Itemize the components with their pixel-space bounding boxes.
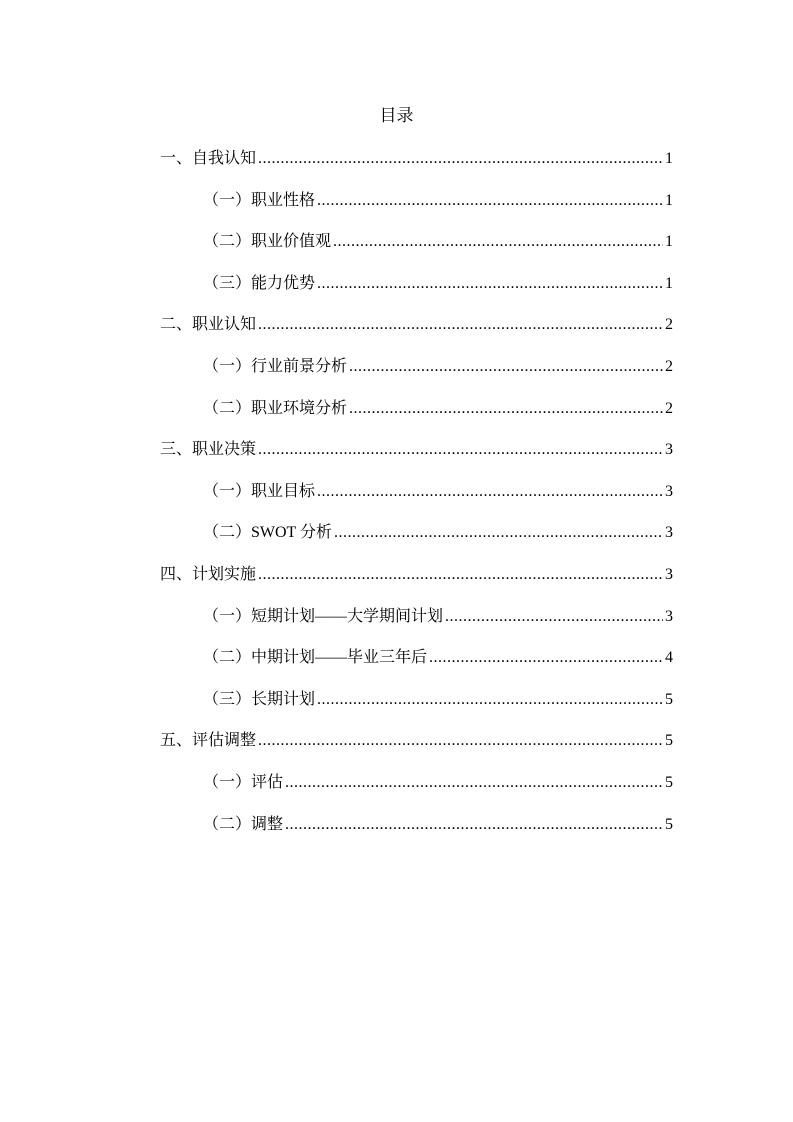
toc-page-number: 1: [665, 150, 673, 167]
dot-leader: [258, 313, 663, 337]
dot-leader: [429, 646, 663, 670]
toc-entry-label: （三）长期计划: [203, 690, 316, 708]
toc-entry[interactable]: [160, 729, 673, 771]
dot-leader: [317, 189, 663, 213]
toc-entry-label: 二、职业认知: [160, 316, 257, 334]
toc-entry-label: （一）短期计划——大学期间计划: [203, 607, 444, 625]
toc-entry[interactable]: [160, 272, 673, 314]
dot-leader: [258, 563, 663, 587]
toc-entry-label: （二）职业价值观: [203, 233, 332, 251]
toc-page-number: 3: [665, 482, 673, 500]
toc-entry[interactable]: [160, 189, 673, 231]
toc-entry-label: 五、评估调整: [160, 732, 257, 750]
toc-page-number: 1: [665, 274, 673, 292]
toc-page-number: 5: [665, 815, 673, 833]
toc-entry[interactable]: [160, 646, 673, 688]
toc-entry[interactable]: [160, 771, 673, 813]
toc-page-number: 3: [665, 565, 673, 583]
toc-entry-label: （二）中期计划——毕业三年后: [203, 649, 428, 667]
toc-page-number: 5: [665, 773, 673, 791]
dot-leader: [317, 480, 663, 504]
toc-entry[interactable]: [160, 605, 673, 647]
toc-entry[interactable]: [160, 813, 673, 855]
toc-page-number: 3: [665, 607, 673, 625]
toc-entry-label: （二）调整: [203, 815, 284, 833]
toc-page-number: 5: [665, 690, 673, 708]
dot-leader: [285, 771, 663, 795]
toc-entry[interactable]: [160, 397, 673, 439]
toc-entry[interactable]: [160, 438, 673, 480]
dot-leader: [349, 355, 663, 379]
toc-entry-label: （一）行业前景分析: [203, 357, 348, 375]
toc-entry[interactable]: [160, 480, 673, 522]
toc-entry[interactable]: [160, 563, 673, 605]
toc-entry-label: （一）职业目标: [203, 482, 316, 500]
dot-leader: [258, 729, 663, 753]
toc-page-number: 1: [665, 191, 673, 209]
toc-entry-label: 四、计划实施: [160, 565, 257, 583]
toc-page-number: 2: [665, 316, 673, 334]
toc-page-number: 4: [665, 649, 673, 667]
toc-entry-label: （一）职业性格: [203, 191, 316, 209]
toc-page-number: 3: [665, 441, 673, 459]
toc-entry[interactable]: [160, 355, 673, 397]
toc-entry-label: （二）SWOT 分析: [203, 524, 333, 542]
toc-page-number: 5: [665, 732, 673, 750]
toc-entry-label: 一、自我认知: [160, 150, 257, 167]
toc-entry[interactable]: [160, 230, 673, 272]
toc-title: 目录: [379, 106, 414, 125]
dot-leader: [334, 521, 663, 545]
dot-leader: [349, 397, 663, 421]
toc-list: [160, 147, 673, 854]
toc-page-number: 2: [665, 399, 673, 417]
dot-leader: [258, 438, 663, 462]
toc-page-number: 3: [665, 524, 673, 542]
toc-entry-label: （一）评估: [203, 773, 284, 791]
dot-leader: [317, 272, 663, 296]
dot-leader: [317, 688, 663, 712]
toc-page-number: 2: [665, 357, 673, 375]
dot-leader: [285, 813, 663, 837]
toc-entry-label: 三、职业决策: [160, 441, 257, 459]
toc-entry[interactable]: [160, 147, 673, 189]
toc-entry[interactable]: [160, 521, 673, 563]
toc-page-number: 1: [665, 233, 673, 251]
dot-leader: [445, 605, 663, 629]
toc-entry-label: （三）能力优势: [203, 274, 316, 292]
toc-entry[interactable]: [160, 313, 673, 355]
dot-leader: [333, 230, 663, 254]
toc-entry[interactable]: [160, 688, 673, 730]
toc-entry-label: （二）职业环境分析: [203, 399, 348, 417]
dot-leader: [258, 147, 663, 171]
